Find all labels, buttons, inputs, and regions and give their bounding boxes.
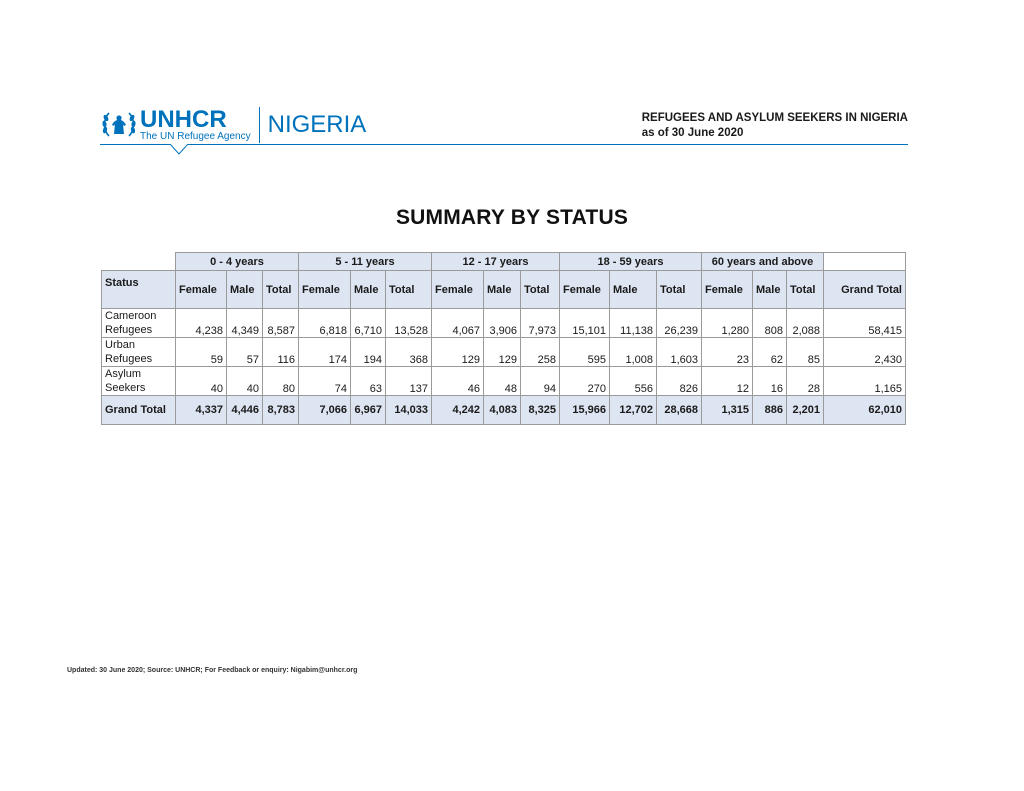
total-value-cell: 14,033 bbox=[386, 396, 432, 425]
laurel-emblem-icon bbox=[100, 106, 138, 144]
age-group-header: 18 - 59 years bbox=[560, 253, 702, 271]
value-cell: 595 bbox=[560, 338, 610, 367]
male-header: Male bbox=[484, 271, 521, 309]
table-body bbox=[102, 309, 906, 396]
value-cell: 40 bbox=[227, 367, 263, 396]
value-cell: 1,008 bbox=[610, 338, 657, 367]
row-grand-total-cell: 2,430 bbox=[824, 338, 906, 367]
value-cell: 4,349 bbox=[227, 309, 263, 338]
value-cell: 556 bbox=[610, 367, 657, 396]
male-header: Male bbox=[610, 271, 657, 309]
table-row bbox=[102, 309, 906, 338]
total-value-cell: 15,966 bbox=[560, 396, 610, 425]
value-cell: 1,603 bbox=[657, 338, 702, 367]
age-group-header: 5 - 11 years bbox=[299, 253, 432, 271]
total-value-cell: 8,783 bbox=[263, 396, 299, 425]
brand-tagline: The UN Refugee Agency bbox=[140, 131, 251, 142]
status-label-line1: Urban bbox=[105, 339, 135, 351]
value-cell: 85 bbox=[787, 338, 824, 367]
report-title bbox=[642, 111, 908, 141]
value-cell: 3,906 bbox=[484, 309, 521, 338]
status-label bbox=[102, 309, 176, 338]
table-row bbox=[102, 338, 906, 367]
country-name: NIGERIA bbox=[267, 111, 367, 138]
report-header bbox=[100, 100, 908, 160]
summary-title: SUMMARY BY STATUS bbox=[395, 206, 629, 229]
value-cell: 40 bbox=[176, 367, 227, 396]
status-label-line1: Cameroon bbox=[105, 310, 157, 322]
logo-divider bbox=[259, 107, 260, 143]
sex-header-row bbox=[102, 271, 906, 309]
total-value-cell: 886 bbox=[753, 396, 787, 425]
value-cell: 26,239 bbox=[657, 309, 702, 338]
value-cell: 4,067 bbox=[432, 309, 484, 338]
total-value-cell: 28,668 bbox=[657, 396, 702, 425]
total-value-cell: 2,201 bbox=[787, 396, 824, 425]
value-cell: 6,710 bbox=[351, 309, 386, 338]
value-cell: 80 bbox=[263, 367, 299, 396]
female-header: Female bbox=[176, 271, 227, 309]
value-cell: 129 bbox=[484, 338, 521, 367]
value-cell: 194 bbox=[351, 338, 386, 367]
value-cell: 48 bbox=[484, 367, 521, 396]
total-header: Total bbox=[386, 271, 432, 309]
brand-name: UNHCR bbox=[140, 106, 227, 133]
value-cell: 57 bbox=[227, 338, 263, 367]
table-row bbox=[102, 367, 906, 396]
value-cell: 174 bbox=[299, 338, 351, 367]
value-cell: 826 bbox=[657, 367, 702, 396]
value-cell: 258 bbox=[521, 338, 560, 367]
male-header: Male bbox=[753, 271, 787, 309]
value-cell: 59 bbox=[176, 338, 227, 367]
unhcr-logo bbox=[100, 106, 366, 144]
footer-note: Updated: 30 June 2020; Source: UNHCR; For Feedback or enquiry: Nigabim@unhcr.org bbox=[67, 667, 358, 674]
value-cell: 11,138 bbox=[610, 309, 657, 338]
report-title-line1: REFUGEES AND ASYLUM SEEKERS IN NIGERIA bbox=[641, 112, 908, 124]
total-value-cell: 4,446 bbox=[227, 396, 263, 425]
grand-total-header: Grand Total bbox=[824, 271, 906, 309]
value-cell: 1,280 bbox=[702, 309, 753, 338]
value-cell: 129 bbox=[432, 338, 484, 367]
total-value-cell: 6,967 bbox=[351, 396, 386, 425]
female-header: Female bbox=[432, 271, 484, 309]
row-grand-total-cell: 58,415 bbox=[824, 309, 906, 338]
overall-grand-total-cell: 62,010 bbox=[824, 396, 906, 425]
age-group-header: 60 years and above bbox=[702, 253, 824, 271]
value-cell: 368 bbox=[386, 338, 432, 367]
total-value-cell: 8,325 bbox=[521, 396, 560, 425]
value-cell: 16 bbox=[753, 367, 787, 396]
total-header: Total bbox=[657, 271, 702, 309]
value-cell: 8,587 bbox=[263, 309, 299, 338]
age-group-header: 12 - 17 years bbox=[432, 253, 560, 271]
value-cell: 13,528 bbox=[386, 309, 432, 338]
value-cell: 74 bbox=[299, 367, 351, 396]
value-cell: 808 bbox=[753, 309, 787, 338]
value-cell: 137 bbox=[386, 367, 432, 396]
value-cell: 270 bbox=[560, 367, 610, 396]
total-header: Total bbox=[521, 271, 560, 309]
grand-total-row bbox=[102, 396, 906, 425]
value-cell: 12 bbox=[702, 367, 753, 396]
total-header: Total bbox=[787, 271, 824, 309]
total-value-cell: 1,315 bbox=[702, 396, 753, 425]
status-label bbox=[102, 338, 176, 367]
value-cell: 23 bbox=[702, 338, 753, 367]
status-header: Status bbox=[102, 271, 176, 309]
female-header: Female bbox=[702, 271, 753, 309]
status-label-line2: Refugees bbox=[105, 324, 153, 336]
value-cell: 15,101 bbox=[560, 309, 610, 338]
age-group-header: 0 - 4 years bbox=[176, 253, 299, 271]
grand-total-label: Grand Total bbox=[102, 396, 176, 425]
value-cell: 116 bbox=[263, 338, 299, 367]
header-notch bbox=[170, 144, 188, 156]
row-grand-total-cell: 1,165 bbox=[824, 367, 906, 396]
status-label-line1: Asylum bbox=[105, 368, 142, 380]
value-cell: 28 bbox=[787, 367, 824, 396]
female-header: Female bbox=[299, 271, 351, 309]
value-cell: 94 bbox=[521, 367, 560, 396]
total-value-cell: 7,066 bbox=[299, 396, 351, 425]
value-cell: 63 bbox=[351, 367, 386, 396]
total-value-cell: 4,083 bbox=[484, 396, 521, 425]
female-header: Female bbox=[560, 271, 610, 309]
total-header: Total bbox=[263, 271, 299, 309]
grand-total-header-spacer bbox=[824, 253, 906, 271]
value-cell: 2,088 bbox=[787, 309, 824, 338]
report-title-line2: as of 30 June 2020 bbox=[641, 127, 744, 139]
value-cell: 62 bbox=[753, 338, 787, 367]
value-cell: 46 bbox=[432, 367, 484, 396]
value-cell: 6,818 bbox=[299, 309, 351, 338]
value-cell: 4,238 bbox=[176, 309, 227, 338]
male-header: Male bbox=[351, 271, 386, 309]
status-label bbox=[102, 367, 176, 396]
total-value-cell: 12,702 bbox=[610, 396, 657, 425]
status-label-line2: Seekers bbox=[105, 382, 146, 394]
total-value-cell: 4,337 bbox=[176, 396, 227, 425]
value-cell: 7,973 bbox=[521, 309, 560, 338]
header-rule bbox=[100, 144, 908, 145]
corner-cell bbox=[102, 253, 176, 271]
age-group-header-row bbox=[102, 253, 906, 271]
male-header: Male bbox=[227, 271, 263, 309]
status-label-line2: Refugees bbox=[105, 353, 153, 365]
summary-table bbox=[101, 252, 906, 425]
total-value-cell: 4,242 bbox=[432, 396, 484, 425]
